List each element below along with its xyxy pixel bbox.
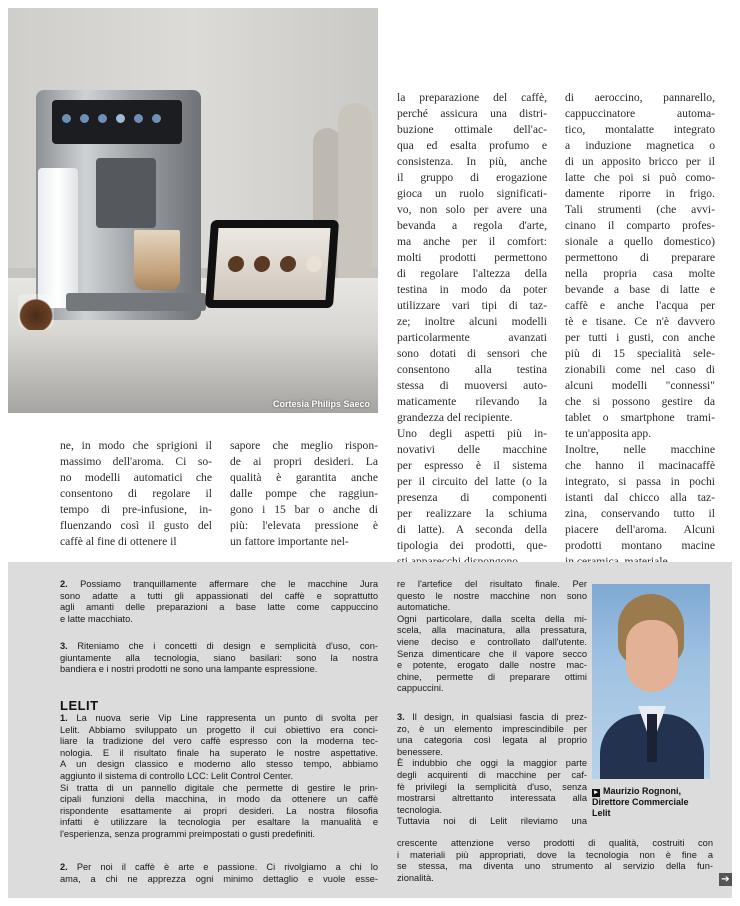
text-line: consentono di regolare il bbox=[60, 487, 212, 500]
text-line: e potente, erogato dalle nostre mac- bbox=[397, 660, 587, 671]
text-line: caffè al fine di ottenere il bbox=[60, 535, 177, 548]
text-line: la preparazione del caffè, bbox=[397, 91, 547, 104]
text-line: di latte). A seconda della bbox=[397, 523, 547, 536]
text-line: zina, conservando tutto il bbox=[565, 507, 715, 520]
text-line: È indubbio che oggi la maggior parte bbox=[397, 758, 587, 769]
text-line: vo, non solo per avere una bbox=[397, 203, 547, 216]
text-line: degli acquirenti di macchine per caf- bbox=[397, 769, 587, 780]
text-line: no modelli automatici che bbox=[60, 471, 212, 484]
text-line: cappuccinatore automa- bbox=[565, 107, 715, 120]
text-line: una categoria così legata al proprio bbox=[397, 735, 587, 746]
article-column-middle bbox=[230, 438, 378, 550]
text-line: a induzione magnetica o bbox=[565, 139, 715, 152]
text-line: te un'apposita app. bbox=[565, 427, 652, 440]
text-line: chine, permette di preparare ottimi bbox=[397, 671, 587, 682]
text-line: re l'artefice del risultato finale. Per bbox=[397, 579, 587, 589]
text-line: grandezza del recipiente. bbox=[397, 411, 513, 424]
portrait-caption bbox=[592, 786, 710, 819]
lelit-answer-2-block bbox=[60, 862, 378, 885]
article-column-left bbox=[60, 438, 212, 550]
text-line: infatti è utilizzare la tecnologia per esaltare la manualità e bbox=[60, 817, 378, 828]
text-line: tipologia dei prodotti, que- bbox=[397, 539, 547, 552]
text-line: scela, alla macinatura, alla pressatura, bbox=[397, 625, 587, 636]
text-line: nologia. E il risultato finale ha superato le nostre aspettative. bbox=[60, 747, 378, 758]
text-line: che hanno il macinacaffè bbox=[565, 459, 715, 472]
lelit-answer-3-block bbox=[397, 712, 587, 828]
text-line: mostrarsi altrettanto interessata alla bbox=[397, 793, 587, 804]
text-line: damente riporre in frigo. bbox=[565, 187, 715, 200]
text-line: molti prodotti permettono bbox=[397, 251, 547, 264]
text-line: particolarmente avanzati bbox=[397, 331, 547, 344]
text-line: per il circuito del latte (o la bbox=[397, 475, 547, 488]
text-line: benessere. bbox=[397, 746, 443, 757]
text-line: Si tratta di un pannello digitale che permette di gestire le prin- bbox=[60, 782, 378, 793]
text-line: ama, a chi ne apprezza ogni minimo dettaglio e vuole esse- bbox=[60, 873, 378, 884]
text-line: ze; inoltre alcuni modelli bbox=[397, 315, 547, 328]
text-line: un fattore importante nel- bbox=[230, 535, 349, 548]
text-line: nella propria casa molte bbox=[565, 267, 715, 280]
caption-name: Maurizio Rognoni, bbox=[603, 786, 681, 796]
text-line: viene deciso e controllato dall'utente. bbox=[397, 636, 587, 647]
photo-credit: Cortesia Philips Saeco bbox=[272, 399, 370, 409]
text-line: sono dotati di sensori che bbox=[397, 347, 547, 360]
text-line: di un apposito bricco per il bbox=[565, 155, 715, 168]
text-line: bevande a base di latte e bbox=[565, 283, 715, 296]
text-line: i materiali più appropriati, dove la tecnologia non è fine a bbox=[397, 849, 713, 860]
text-line: utilizzare vari tipi di taz- bbox=[397, 299, 547, 312]
text-line: 2. Per noi il caffè è arte e passione. Ci rivolgiamo a chi lo bbox=[60, 862, 378, 872]
text-line: liare la tradizione del vero caffè espresso con la moderna tec- bbox=[60, 736, 378, 747]
lelit-answer-3-continued bbox=[397, 838, 713, 884]
text-line: latte che poi si può como- bbox=[565, 171, 715, 184]
text-line: Inoltre, nelle macchine bbox=[565, 443, 715, 456]
lelit-heading: LELIT bbox=[60, 698, 99, 713]
text-line: tico, montalatte integrato bbox=[565, 123, 715, 136]
text-line: massimo dell'aroma. Ci so- bbox=[60, 455, 212, 468]
caption-arrow-icon: ▸ bbox=[592, 789, 600, 797]
text-line: bandiera e i nostri prodotti ne sono una lampante espressione. bbox=[60, 664, 318, 675]
text-line: di aeroccino, pannarello, bbox=[565, 91, 715, 104]
text-line: cipali funzioni della macchina, in modo da ottenere un caffè bbox=[60, 794, 378, 805]
text-line: testina in modo da poter bbox=[397, 283, 547, 296]
text-line: più di 15 specialità sele- bbox=[565, 347, 715, 360]
text-line: alcuni modelli "connessi" bbox=[565, 379, 715, 392]
text-line: tablet o smartphone trami- bbox=[565, 411, 715, 424]
text-line: aggiunto il sistema di controllo LCC: Lelit Control Center. bbox=[60, 770, 294, 781]
answer-3-block bbox=[60, 641, 378, 676]
text-line: cappuccini. bbox=[397, 683, 444, 694]
text-line: integrato, si passa in pochi bbox=[565, 475, 715, 488]
text-line: più: l'elevata pressione è bbox=[230, 519, 378, 532]
text-line: tè e tisane. Ce n'è davvero bbox=[565, 315, 715, 328]
text-line: di regolare l'altezza della bbox=[397, 267, 547, 280]
text-line: perché assicura una distri- bbox=[397, 107, 547, 120]
text-line: tempo di pre-infusione, in- bbox=[60, 503, 212, 516]
arrow-right-icon[interactable]: ➔ bbox=[719, 873, 732, 886]
text-line: 1. La nuova serie Vip Line rappresenta un punto di svolta per bbox=[60, 713, 378, 723]
text-line: presenza di componenti bbox=[397, 491, 547, 504]
text-line: A un design classico e moderno allo stesso tempo, abbiamo bbox=[60, 759, 378, 770]
text-line: dalle pompe che raggiun- bbox=[230, 487, 378, 500]
text-line: zionalità. bbox=[397, 872, 434, 883]
text-line: il gruppo di erogazione bbox=[397, 171, 547, 184]
text-line: maticamente rilevando la bbox=[397, 395, 547, 408]
text-line: sapore che meglio rispon- bbox=[230, 439, 378, 452]
article-column-right-2 bbox=[565, 90, 715, 570]
text-line: gono i 15 bar o anche di bbox=[230, 503, 378, 516]
text-line: qua ed esalta profumo e bbox=[397, 139, 547, 152]
text-line: novativi delle macchine bbox=[397, 443, 547, 456]
text-line: ne, in modo che sprigioni il bbox=[60, 439, 212, 452]
text-line: sionale a quello domestico) bbox=[565, 235, 715, 248]
text-line: buzione ottimale dell'ac- bbox=[397, 123, 547, 136]
text-line: Ogni particolare, dalla scelta della mi- bbox=[397, 613, 587, 624]
text-line: ma anche per il comfort: bbox=[397, 235, 547, 248]
text-line: Tuttavia noi di Lelit rileviamo una bbox=[397, 816, 587, 827]
text-line: permettono di preparare bbox=[565, 251, 715, 264]
text-line: questo le nostre macchine non sono bbox=[397, 590, 587, 601]
article-column-right-1 bbox=[397, 90, 547, 570]
text-line: 3. Riteniamo che i concetti di design e semplicità d'uso, con- bbox=[60, 641, 378, 651]
text-line: Tali strumenti (che avvi- bbox=[565, 203, 715, 216]
text-line: che si possono gestire da bbox=[565, 395, 715, 408]
text-line: consistenza. In più, anche bbox=[397, 155, 547, 168]
caption-company: Lelit bbox=[592, 808, 611, 818]
text-line: rispondente esattamente ai propri desideri. La nostra filosofia bbox=[60, 805, 378, 816]
text-line: giuntamente alla tecnologia, siano basilari: sono la nostra bbox=[60, 652, 378, 663]
text-line: fè privilegi la semplicità d'uso, senza bbox=[397, 781, 587, 792]
text-line: per tutti i gusti, con anche bbox=[565, 331, 715, 344]
text-line: prodotti montano macine bbox=[565, 539, 715, 552]
portrait-photo bbox=[592, 584, 710, 779]
text-line: per realizzare la schiuma bbox=[397, 507, 547, 520]
text-line: tecnologia. bbox=[397, 804, 442, 815]
text-line: sono adatte a tutti gli appassionati del caffè e soprattutto bbox=[60, 590, 378, 601]
text-line: cinano il comparto profes- bbox=[565, 219, 715, 232]
text-line: se stessa, ma diventa uno strumento al servizio della fun- bbox=[397, 861, 713, 872]
text-line: consentono alla testina bbox=[397, 363, 547, 376]
text-line: Uno degli aspetti più in- bbox=[397, 427, 547, 440]
text-line: crescente attenzione verso prodotti di qualità, costruiti con bbox=[397, 838, 713, 848]
coffee-machine-photo bbox=[8, 8, 378, 413]
text-line: 3. Il design, in qualsiasi fascia di prez- bbox=[397, 712, 587, 722]
text-line: Lelit. Abbiamo sviluppato un progetto il cui obiettivo era conci- bbox=[60, 724, 378, 735]
text-line: gioca un ruolo significati- bbox=[397, 187, 547, 200]
text-line: e latte macchiato. bbox=[60, 613, 133, 624]
text-line: stessa di muoversi auto- bbox=[397, 379, 547, 392]
text-line: 2. Possiamo tranquillamente affermare che le macchine Jura bbox=[60, 579, 378, 589]
lelit-answer-2-continued bbox=[397, 579, 587, 695]
text-line: automatiche. bbox=[397, 602, 451, 613]
text-line: fluenzando così il gusto del bbox=[60, 519, 212, 532]
text-line: piacere dell'aroma. Alcuni bbox=[565, 523, 715, 536]
answer-2-block bbox=[60, 579, 378, 625]
text-line: agli amanti delle preparazioni a base latte come cappuccino bbox=[60, 602, 378, 613]
text-line: Senza dimenticare che il vapore secco bbox=[397, 648, 587, 659]
text-line: zo, è un elemento imprescindibile per bbox=[397, 723, 587, 734]
text-line: de ai propri desideri. La bbox=[230, 455, 378, 468]
text-line: zionabili come nel caso di bbox=[565, 363, 715, 376]
text-line: per espresso è il sistema bbox=[397, 459, 547, 472]
text-line: bevanda a regola d'arte, bbox=[397, 219, 547, 232]
text-line: qualità è garantita anche bbox=[230, 471, 378, 484]
lelit-answer-1-block bbox=[60, 713, 378, 841]
text-line: l'esperienza, senza programmi preimpostati o gusti predefiniti. bbox=[60, 828, 315, 839]
caption-role: Direttore Commerciale bbox=[592, 797, 689, 807]
text-line: istanti dal chicco alla taz- bbox=[565, 491, 715, 504]
text-line: caffè e anche l'acqua per bbox=[565, 299, 715, 312]
